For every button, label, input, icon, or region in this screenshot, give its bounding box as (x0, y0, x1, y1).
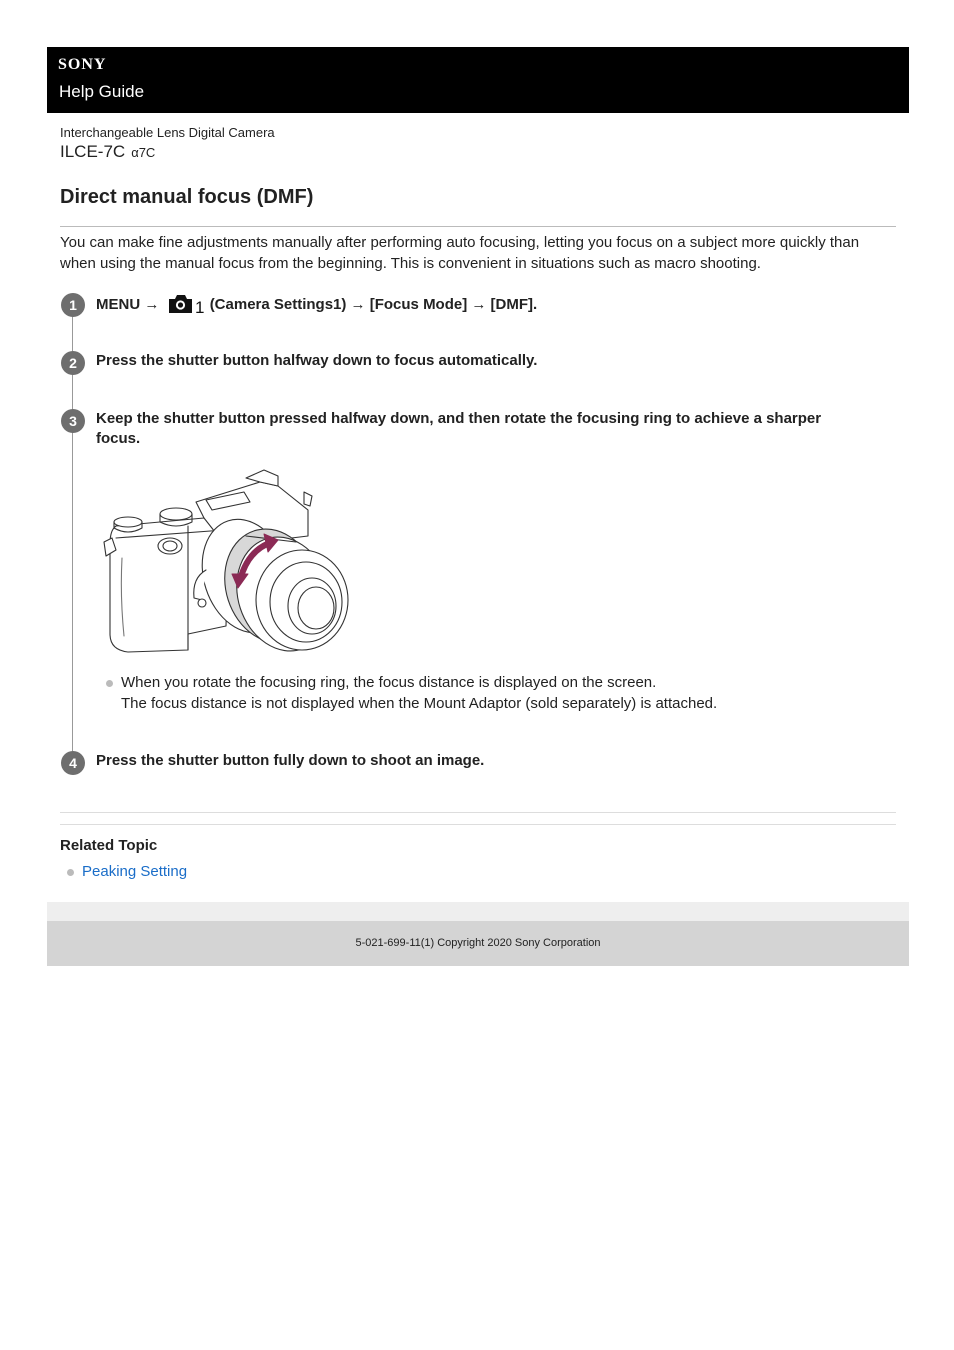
section-divider (60, 812, 896, 813)
model-alpha: α7C (131, 145, 156, 160)
step-1-menu: MENU → (96, 296, 160, 313)
camera-settings1-icon (168, 292, 202, 320)
help-guide-title: Help Guide (59, 82, 145, 101)
page-header (47, 47, 909, 113)
step-number-1: 1 (61, 293, 85, 317)
step-number-4: 4 (61, 751, 85, 775)
related-bullet (67, 869, 74, 876)
related-topic-item (67, 863, 187, 880)
camera-icon-number: 1 (194, 298, 204, 317)
step-3-note (106, 672, 717, 714)
footer-top-band (47, 902, 909, 921)
model-name (60, 142, 155, 162)
step-text-4: Press the shutter button fully down to shoot an image. (96, 752, 485, 769)
step-text-2: Press the shutter button halfway down to focus automatically. (96, 352, 538, 369)
intro-paragraph: You can make fine adjustments manually after performing auto focusing, letting you focus on a subject more quickly than when using the manual focus from the beginning. This is convenient in situations such as macro shooting. (60, 234, 860, 272)
footer-copyright: 5-021-699-11(1) Copyright 2020 Sony Corporation (47, 921, 909, 966)
note-bullet (106, 680, 113, 687)
model-number: ILCE-7C (60, 142, 126, 161)
step-number-2: 2 (61, 351, 85, 375)
peaking-setting-link[interactable]: Peaking Setting (82, 863, 188, 880)
step-text-1 (96, 292, 866, 320)
camera-focus-ring-illustration (96, 466, 354, 656)
section-divider (60, 824, 896, 825)
sony-logo: SONY (58, 56, 107, 73)
related-topic-heading: Related Topic (60, 837, 158, 854)
step-1-rest: (Camera Settings1) → [Focus Mode] → [DMF]. (209, 296, 538, 313)
note-line-1: When you rotate the focusing ring, the focus distance is displayed on the screen. (121, 674, 657, 691)
step-text-3: Keep the shutter button pressed halfway down, and then rotate the focusing ring to achieve a sharper focus. (96, 410, 822, 447)
page-title: Direct manual focus (DMF) (60, 186, 314, 208)
product-line: Interchangeable Lens Digital Camera (60, 125, 275, 140)
step-number-3: 3 (61, 409, 85, 433)
note-line-2: The focus distance is not displayed when the Mount Adaptor (sold separately) is attached. (121, 695, 718, 712)
title-divider (60, 226, 896, 227)
